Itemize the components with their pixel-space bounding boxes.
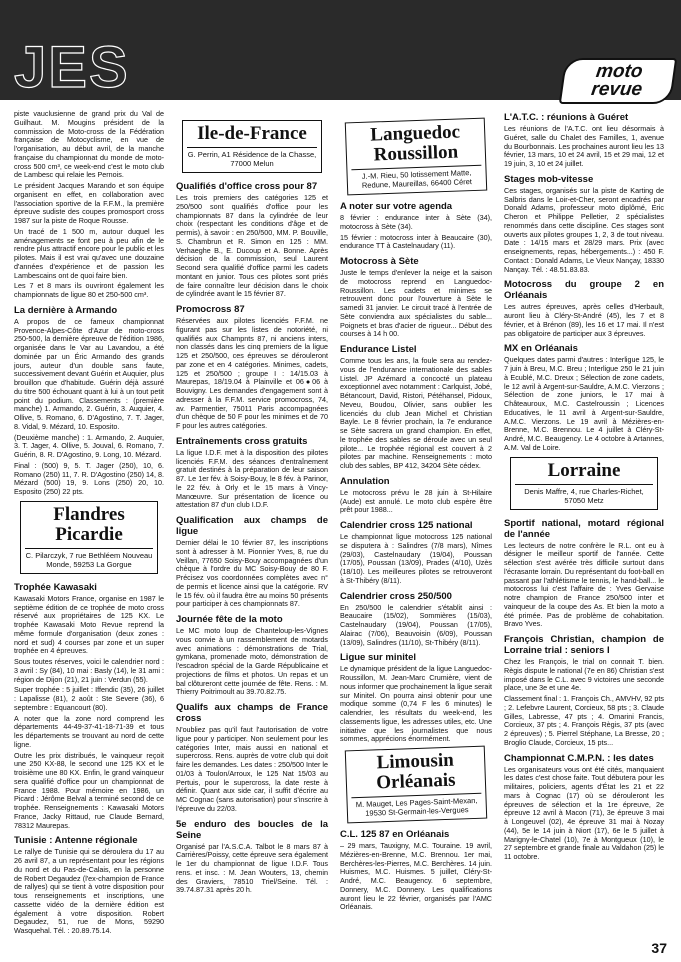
paragraph: Organisé par l'A.S.C.A. Talbot le 8 mars 87 à Carrières/Poissy, cette épreuve sera également le 1er du championnat de ligue I.D.F. Tous rens. et insc. : M. Jean Wouters, 13, chemin des Graviers, 78510 Triel/Seine. Tél. : 39.74.87.31 après 20 h. bbox=[176, 841, 328, 895]
article-heading: A noter sur votre agenda bbox=[340, 201, 453, 212]
article-heading: 5e enduro des boucles de la Seine bbox=[176, 818, 328, 841]
region-contact: M. Mauget, Les Pages-Saint-Mexan, 19530 St-Germain-les-Vergues bbox=[351, 793, 482, 819]
paragraph: Kawasaki Motors France, organise en 1987 le septième édition de ce trophée de moto cross réservé aux propriétaires de 125 KX. Le trophée Kawasaki Moto Revue reprend la même formule d'organisation (deux zones : nord et sud) 4 courses par zone et un super trophée en 4 épreuves. bbox=[14, 593, 164, 656]
paragraph: Le président Jacques Marando et son équipe organisent en effet, en collaboration avec l'association sportive de la F.F.M., la première épreuve sudiste des coupes promosport cross 1987 sur la piste de Roque Rousse. bbox=[14, 181, 164, 225]
region-name: Limousin Orléanais bbox=[375, 749, 456, 794]
region-name: Flandres Picardie bbox=[53, 503, 125, 545]
article-heading: Entraînements cross gratuits bbox=[176, 435, 308, 447]
moto-revue-logo bbox=[559, 58, 677, 104]
article-heading: François Christian, champion de Lorraine trial : seniors I bbox=[504, 634, 664, 656]
region-box-ile-de-france bbox=[182, 120, 322, 173]
section-word: JES bbox=[14, 35, 130, 100]
article-heading: Ligue sur minitel bbox=[340, 652, 417, 664]
region-contact: G. Perrin, A1 Résidence de la Chasse, 77000 Melun bbox=[187, 147, 317, 168]
column-2 bbox=[176, 110, 328, 897]
paragraph: Sous toutes réserves, voici le calendrier nord : 3 avril : Sy (84), 10 mai : Basly (14), le 31 ami : région de Dijon (21), 21 juin : Verdun (55). bbox=[14, 657, 164, 684]
page-header-band bbox=[0, 0, 681, 100]
article-heading: Qualifiés d'office cross pour 87 bbox=[176, 181, 318, 192]
paragraph: Le dynamique président de la ligue Languedoc-Roussillon, M. Jean-Marc Crumière, vient de nous informer que prochainement la ligue serait sur Minitel. On pourra ainsi obtenir pour une modique somme (0,74 F les 6 minutes) le calendrier, les résultats du week-end, les classements ligue, les adresses utiles, etc. Une initiative que les journalistes que nous sommes, apprécions énormément. bbox=[340, 664, 492, 744]
paragraph: Le motocross prévu le 28 juin à St-Hilaire (Aude) est annulé. Le moto club espère être prêt pour 1988... bbox=[340, 487, 492, 515]
article-heading: Calendrier cross 250/500 bbox=[340, 590, 452, 602]
paragraph: Les organisateurs vous ont été cités, manquaient les dates c'est chose faite. Tout débutera pour les militaires, policiers, agents d'État les 21 et 22 mars à Cognac (17) où se dérouleront les épreuves de sélection et la 1re épreuve, 2e épreuve 12 avril à Macon (71), 3e épreuve 3 mai à Longeuvel (02), 4e épreuve 31 mai à Nozay (44), 5e le 14 juin à Niort (17), 6e le 5 juillet à Marigny-le-Chatel (10), 7e à Montgueux (10), le 27 septembre et grande finale au Valdahon (25) le 11 octobre. bbox=[504, 764, 664, 861]
article-heading: MX en Orléanais bbox=[504, 343, 578, 355]
region-contact: J.-M. Rieu, 50 lotissement Matte, Redune, Maureillas, 66400 Céret bbox=[351, 165, 482, 191]
paragraph: Chez les François, le trial on connait T. bien. Règis dispute le national (7e en 86) Christian s'est imposé dans le C.L. avec 9 victoires une seconde place, une 3e et une 4e. bbox=[504, 657, 664, 693]
paragraph: A noter que la zone nord comprend les départements 44-49-37-41-18-71-39 et tous les départements se trouvant au nord de cette ligne. bbox=[14, 713, 164, 749]
paragraph: (Deuxième manche) : 1. Armando, 2. Auquier, 3. T. Jager, 4. Ollive, 5. Jouval, 6. Romano, 7. Guérin, 8. R. D'Agostino, 9. Long, 10. Mézard. bbox=[14, 432, 164, 459]
paragraph: 15 février : motocross inter à Beaucaire (30), endurance TT à Castelnaudary (11). bbox=[340, 232, 492, 251]
paragraph: Classement final : 1. François Ch., AMVHV, 92 pts ; 2. Lefebvre Laurent, Corcieux, 58 pts ; 3. Claude Gilles, Labresse, 47 pts ; 4. Omarini Francis, Corcieux, 37 pts ; 4. François Règis, 37 pts (avec 2 épreuves) ; 5. Pierrel Stéphane, La Bresse, 20 ; Broglio Claude, Corcieux, 15 pts... bbox=[504, 694, 664, 747]
logo-line-2: revue bbox=[589, 79, 644, 100]
region-name: Lorraine bbox=[547, 459, 621, 481]
paragraph: Juste le temps d'enlever la neige et la saison de motocross reprend en Languedoc-Roussillon. Les cadets et minimes se retrouvent donc pour l'ouverture à Sète le samedi 31 janvier. Le circuit tracé à l'entrée de Sète conviendra aux spécialistes du sable... Poignets et bras d'acier de rigueur... Début des courses à 14 h 00. bbox=[340, 268, 492, 339]
article-heading: Trophée Kawasaki bbox=[14, 581, 97, 593]
paragraph: A propos de ce fameux championnat Provence-Alpes-Côte d'Azur de moto-cross 250-500, la dernière épreuve de l'édition 1986, organisée dans le Var au Lavandou, a été dominée par un Éric Armando des grands jours, auteur d'un double sans faute, successivement devant Guérin et Auquier, plus brouillon que d'habitude. Guérin déjà assuré du titre 500 échouant quant à lui à un tout petit point du podium. Classements : (première manche) 1. Armando, 2. Guérin, 3. Auquier, 4. Ollive, 5. Romano, 6. D'Agostino, 7. T. Jager, 8. Vidal, 9. Mézard, 10. Esposito. bbox=[14, 316, 164, 431]
paragraph: Final : (500) 9, 5. T. Jager (250), 10, 6. Romano (250) 11, 7. R. D'Agostino (250) 14, 8. Mézard (500) 19, 9. Lons (250) 20, 10. Esposito (250) 22 pts. bbox=[14, 460, 164, 496]
article-heading: L'A.T.C. : réunions à Guéret bbox=[504, 112, 629, 123]
column-3 bbox=[340, 110, 492, 914]
article-heading: Annulation bbox=[340, 475, 390, 487]
article-heading: C.L. 125 87 en Orléanais bbox=[340, 829, 450, 840]
region-box-flandres-picardie bbox=[20, 501, 158, 574]
paragraph: piste vauclusienne de grand prix du Val de Guilhaut. M. Mougins président de la commission de Moto-cross de la Fédération française de Motocyclisme, en vue de l'organisation, au début avril, de la manche française du championnat du monde de moto-cross 500 cm³, ce week-end c'est le moto club de Lambesc qui relaie les Pernois. bbox=[14, 109, 164, 180]
article-heading: Championnat C.M.P.N. : les dates bbox=[504, 752, 654, 764]
paragraph: Les trois premiers des catégories 125 et 250/500 sont qualifiés d'office pour les championnats 87 dans la cylindrée de leur choix (respectant les conditions d'âge et de permis), à savoir : en 250/500, MM. P. Bouville, S. Chambrun et R. Simon en 125 : MM. Verhaeghe B., E. Ducoup et A. Bonne. Après décision de la commission, seul Laurent Second sera qualifié d'office parmi les cadets montant en junior. Tous ces pilotes sont priés de faire connaître leur décision dans le choix de cylindrée avant le 15 février 87. bbox=[176, 193, 328, 299]
paragraph: Comme tous les ans, la foule sera au rendez-vous de l'endurance internationale des sables Listel. JP Azémard a concocté un plateau exceptionnel avec notamment : Carlquist, Jobé, Bétancourt, David, Ristori, Pétéhansel, Pidoux, Neveu, Boudou, Olivier, sans oublier les licenciés du club Jean Michel et Christian Bayle. Le 8 février prochain, la 7e endurance se Sète sacrera un grand champion. En effet, le trophée des sables se déroule avec un seul pilote... Le trophée régional est couvert à 2 pilotes par machine. Renseignements : moto club des sables, BP 412, 34204 Sète cédex. bbox=[340, 356, 492, 470]
region-box-limousin-orleanais bbox=[345, 746, 487, 824]
region-box-languedoc-roussillon bbox=[345, 118, 487, 196]
article-heading: Stages mob-vitesse bbox=[504, 173, 594, 185]
article-heading: Sportif national, motard régional de l'année bbox=[504, 517, 664, 540]
paragraph: Les réunions de l'A.T.C. ont lieu désormais à Guéret, salle du Chalet des Familles, 1, avenue du Bourbonnais. Les prochaines auront lieu les 13 février, 13 mars, 10 et 24 avril, 15 et 29 mai, 12 et 19 juin, 3, 10 et 24 juillet. bbox=[504, 124, 664, 168]
article-heading: Motocross du groupe 2 en Orléanais bbox=[504, 279, 664, 302]
paragraph: La ligue I.D.F. met à la disposition des pilotes licenciés F.F.M. des séances d'entraînement gratuit destinés à la préparation de leur saison 87. Le 1er fév. à Soisy-Bouy, le 8 fév. à Parinor, le 22 fév. à Orly et le 15 mars à Vincy-Manœuvre. Sur présentation de licence ou attestation 87 d'un club I.D.F. bbox=[176, 447, 328, 510]
article-heading: Qualifs aux champs de France cross bbox=[176, 702, 328, 724]
column-4 bbox=[504, 110, 664, 864]
region-contact: C. Pilarczyk, 7 rue Bethléem Nouveau Monde, 59253 La Gorgue bbox=[25, 548, 153, 569]
region-name: Ile-de-France bbox=[197, 123, 307, 144]
paragraph: Le MC moto loup de Chanteloup-les-Vignes vous convie à un rassemblement de motards avec animations : démonstrations de Trial, gymkana, promenade moto, démonstration de l'escadron spécial de la Garde Républicaine et projections de films et photos. Un repas et un bal clôtureront cette journée de fête. Rens. : M. Thierry Poitrimoult au 39.70.82.75. bbox=[176, 626, 328, 697]
article-heading: La dernière à Armando bbox=[14, 304, 118, 316]
paragraph: Le rallye de Tunisie qui se déroulera du 17 au 26 avril 87, a un représentant pour les régions du nord et du Pas-de-Calais, en la personne de Robert Degaudez (l'ex-champion de France de rallyes) qui se tient à votre disposition pour tous renseignements et inscriptions, une cassette vidéo de la dernière édition est également à votre disposition. Robert Degaudez, 51, rue de Mons, 59290 Wasquehal. Tél. : 20.89.75.14. bbox=[14, 847, 164, 935]
article-heading: Endurance Listel bbox=[340, 344, 417, 355]
paragraph: Ces stages, organisés sur la piste de Karting de Salbris dans le Loir-et-Cher, seront encadrés par Donald Adams, professeur moto diplômé, Eric Cheron et Philippe Pelletier, 2 spécialistes renommés dans cette discipline. Ces stages sont ouverts aux pilotes groupes 1, 2, 3 de tout niveau. Date : 14/15 mars et 28/29 mars. Prix (avec enseignements, repas, hébergements...) : 450 F. Contact : Donald Adams, Le Vieux Nançay, 18330 Nançay. Tél. : 48.51.83.83. bbox=[504, 185, 664, 274]
article-heading: Calendrier cross 125 national bbox=[340, 520, 473, 531]
paragraph: – 29 mars, Tauxigny, M.C. Touraine. 19 avril, Mézières-en-Brenne, M.C. Brennou. 1er mai, Berchères-les-Pierres, M.C. Berchères. 14 juin. Huismes, M.C. Huismes. 5 juillet, Cléry-St-André, M.C. Beaugency. 6 septembre, Donnery, M.C. Donnery. Les qualifications auront lieu le 22 février, organisés par l'AMC Orléanais. bbox=[340, 841, 492, 912]
article-heading: Journée fête de la moto bbox=[176, 614, 283, 625]
paragraph: En 250/500 le calendrier s'établit ainsi : Beaucaire (15/02), Sommières (15/03), Castelnaudary (19/04), Poussan (17/05), Alairac (7/06), Beauvoisin (6/09), Poussan (13/09), Salindres (11/10), St-Thibéry (8/11). bbox=[340, 602, 492, 647]
paragraph: N'oubliez pas qu'il faut l'autorisation de votre ligue pour y participer. Non seulement pour les catégories Inter, mais aussi en national et supercross. Rens. auprès de votre club qui doit faire les demandes. Les dates : 250/500 Inter le 01/03 à Toulon/Arroux, le 125 Nat 15/03 au Pertuis, pour le supercross, la date reste à définir. Quant aux side car, il suffit d'écrire au MC Cognac (sans autorisation) pour s'inscrire à l'épreuve du 22/03. bbox=[176, 725, 328, 813]
region-name: Languedoc Roussillon bbox=[369, 121, 461, 166]
paragraph: Les 7 et 8 mars ils ouvriront également les championnats de ligue 80 et 250-500 cm³. bbox=[14, 281, 164, 299]
paragraph: Un tracé de 1 500 m, autour duquel les aménagements se font peu à peu afin de le rendre plus attractif encore pour le public et les pilotes. Mais il est vrai qu'avec une douzaine d'années d'expérience et de passion les Lambescains ont de quoi faire bien. bbox=[14, 226, 164, 280]
paragraph: Les lecteurs de notre confrère le R.L. ont eu à désigner le meilleur sportif de l'année. Cette sélection s'est avérée très difficile surtout dans l'écrasante lorrain. Du représentant du foot-ball en passant par l'athlétisme le tennis, le hand-ball... le motocross lui c'est l'affaire de : Yves Gervaise notre champion de France 250/500 inter et vainqueur de la coupe des As. Et bien la moto a été primée. Pas de problème de cohabitation. Bravo Yves. bbox=[504, 540, 664, 629]
paragraph: Super trophée : 5 juillet : Iffendic (35), 26 juillet : Lapalisse (81), 2 août : Ste Severe (36), 6 septembre : Equancourt (80). bbox=[14, 685, 164, 712]
article-heading: Motocross à Sète bbox=[340, 256, 419, 267]
paragraph: Outre les prix distribués, le vainqueur reçoit une 250 KX-88, le second une 125 KX et le troisième une 80 KX. Enfin, le grand vainqueur sera qualifié d'office pour un championnat de France 1988. Pour mémoire en 1986, un Picard : Jérôme Belval a terminé second de ce trophée. Renseignements : Kawasaki Motors France, Jacky Rittaud, rue Claude Bernard, 78312 Maurepas. bbox=[14, 750, 164, 830]
article-heading: Qualification aux champs de ligue bbox=[176, 515, 328, 537]
logo-line-1: moto bbox=[594, 61, 645, 82]
paragraph: 8 février : endurance inter à Sète (34), motocross à Sète (34). bbox=[340, 213, 492, 231]
page-number: 37 bbox=[651, 940, 667, 956]
article-heading: Tunisie : Antenne régionale bbox=[14, 835, 138, 847]
region-box-lorraine bbox=[510, 457, 658, 510]
article-heading: Promocross 87 bbox=[176, 304, 245, 315]
region-contact: Denis Maffre, 4, rue Charles-Richet, 57050 Metz bbox=[515, 484, 653, 505]
paragraph: Réservées aux pilotes licenciés F.F.M. ne figurant pas sur les listes de notoriété, ni qualifiés aux Champnts 87, ni anciens inters, non classés dans les cinq premiers de la ligue 125 et 250/500, ces épreuves se dérouleront par zone et en 4 catégories. Minimes, cadets, 125 et 250/500 ; groupe I : 14/15.03 à Maurepas, 18/19.04 à Plainville et 06●06 à Bouvigny. Les demandes d'engagement sont à adresser à la F.F.M. service promocross, 74, av. Parmentier, 75011 Paris accompagnées d'un chèque de 50 F pour les minimes et de 70 F pour les autres catégories. bbox=[176, 316, 328, 430]
paragraph: Le championnat ligue motocross 125 national se disputera à : Salindres (7/8 mars), Nîmes (29/03), Castelnaudary (19/04), Poussan (17/05), Poussan (13/09), Prades (4/10), Uzès (18/10). Les meilleures pilotes se retrouveront à St-Thibéry (8/11). bbox=[340, 532, 492, 585]
paragraph: Quelques dates parmi d'autres : Interligue 125, le 7 juin à Breu, M.C. Breu ; Interligue 250 le 21 juin à Ecublé, M.C. Dreux ; Sélection de zone cadets, le 12 avril à Argent-sur-Sauldre, A.M.C. Vierzons ; Sélection de zone juniors, le 17 mai à Châteauroux, M.C. Castelroussin ; Licences Educatives, le 11 avril à Argent-sur-Sauldre, A.M.C. Vierzons. Le 19 avril à Mézières-en-Brenne, M.C. Brennou. Le 4 juillet à Cléry-St-André, M.C. Beaugency. Le 4 octobre à Artannes, A.M. Val de Loire. bbox=[504, 355, 664, 452]
paragraph: Dernier délai le 10 février 87, les inscriptions sont à adresser à M. Pionnier Yves, 8, rue du Veillan, 77650 Soisy-Bouy accompagnées d'un chèque à l'ordre du MC Soisy-Bouy de 80 F. Précisez vos coordonnées complètes avec n° de permis et licence ainsi que la catégorie. RV le 15 fév. où il faudra être au moins 50 présents pour participer à ces championnats 87. bbox=[176, 538, 328, 609]
column-1 bbox=[14, 110, 164, 938]
paragraph: Les autres épreuves, après celles d'Herbault, auront lieu à Cléry-St-André (45), les 7 et 8 février, et à Brénon (89), les 16 et 17 mai. Il n'est pas obligatoire de participer aux 3 épreuves. bbox=[504, 302, 664, 338]
